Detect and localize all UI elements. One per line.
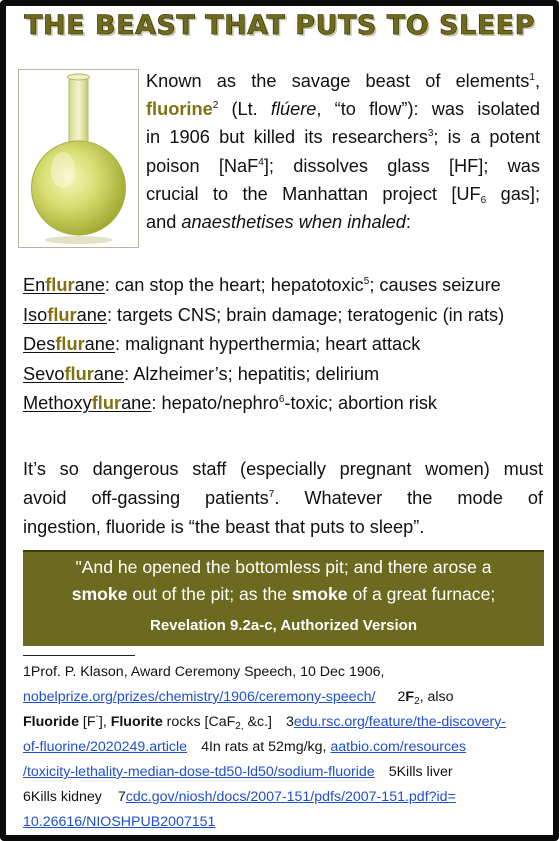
footnote-line-2: nobelprize.org/prizes/chemistry/1906/ceremony-speech/ $2F_2$, also (23, 689, 454, 707)
footnote-line-4: of-fluorine/2020249.article 4In rats at 52mg/kg, aatbio.com/resources (23, 739, 467, 755)
page-title: THE BEAST THAT PUTS TO SLEEP (24, 10, 535, 41)
footnote-link-cdc[interactable]: cdc.gov/niosh/docs/2007-151/pdfs/2007-151.pdf?id= (125, 789, 456, 805)
quote-citation: Revelation 9.2a-c, Authorized Version (149, 617, 418, 634)
drug-name: Isoflurane (23, 304, 107, 325)
flask-image (18, 69, 139, 248)
drug-name: Sevoflurane (23, 363, 125, 384)
drug-name: Enflurane (23, 275, 105, 295)
footnote-line-5: /toxicity-lethality-median-dose-td50-ld50/sodium-fluoride 5Kills liver (23, 764, 453, 780)
para-line-1: It’s so dangerous staff (especially pregnant women) must (23, 459, 543, 479)
footnote-link-cdc-cont[interactable]: 10.26616/NIOSHPUB2007151 (23, 814, 216, 830)
warning-paragraph (23, 455, 543, 542)
fluorine-term: fluorine (146, 99, 213, 120)
flask-icon (19, 70, 138, 247)
quote-line-2: smoke out of the pit; as the smoke of a great furnace; (71, 584, 496, 604)
footnote-line-3: Fluoride [F-], Fluorite rocks [CaF$_{2,}$ &c.] 3edu.rsc.org/feature/the-discovery- (23, 711, 507, 732)
intro-line-2: fluorine$^2$ (Lt. flúere, “to flow”): was isolated (146, 99, 541, 120)
footnote-line-7 (23, 810, 543, 835)
list-item: Isoflurane: targets CNS; brain damage; teratogenic (in rats) (23, 304, 505, 325)
footnote-1: 1Prof. P. Klason, Award Ceremony Speech, 10 Dec 1906, (23, 664, 385, 680)
footnote-link-aatbio-cont[interactable]: /toxicity-lethality-median-dose-td50-ld50/sodium-fluoride (23, 764, 375, 780)
footnote-line-6: 6Kills kidney 7cdc.gov/niosh/docs/2007-151/pdfs/2007-151.pdf?id= (23, 789, 456, 805)
intro-paragraph (146, 67, 540, 236)
intro-line-5: crucial to the Manhattan project [$UF_6$ gas]; (146, 183, 541, 206)
list-item: Desflurane: malignant hyperthermia; heart attack (23, 334, 421, 354)
drug-name: Methoxyflurane (23, 393, 152, 413)
footnote-link-aatbio[interactable]: aatbio.com/resources (330, 739, 467, 755)
intro-line-3: in 1906 but killed its researchers$^3$; is a potent (146, 127, 540, 148)
footnote-divider (23, 655, 135, 656)
quote-line-1: "And he opened the bottomless pit; and there arose a (75, 557, 492, 577)
footnote-link-rsc[interactable]: edu.rsc.org/feature/the-discovery- (293, 714, 507, 730)
footnote-link-rsc-cont[interactable]: of-fluorine/2020249.article (23, 739, 188, 755)
drug-name: Desflurane (23, 334, 116, 354)
list-item: Enflurane: can stop the heart; hepatotoxic$^5$; causes seizure (23, 275, 501, 295)
scripture-quote (23, 550, 544, 646)
intro-line-1: Known as the savage beast of elements$^1$, (146, 71, 540, 91)
list-item: Sevoflurane: Alzheimer’s; hepatitis; delirium (23, 363, 380, 384)
para-line-3: ingestion, fluoride is “the beast that puts to sleep”. (23, 517, 425, 537)
anaesthetic-list (23, 275, 548, 423)
intro-line-6: and anaesthetises when inhaled: (146, 211, 411, 232)
footnote-link-nobel[interactable]: nobelprize.org/prizes/chemistry/1906/ceremony-speech/ (23, 689, 376, 705)
intro-line-4: poison [NaF$^4$]; dissolves glass [HF]; was (146, 155, 541, 176)
list-item: Methoxyflurane: hepato/nephro$^6$-toxic; abortion risk (23, 393, 438, 413)
para-line-2: avoid off-gassing patients$^7$. Whatever the mode of (23, 488, 543, 508)
footnotes (23, 660, 543, 835)
